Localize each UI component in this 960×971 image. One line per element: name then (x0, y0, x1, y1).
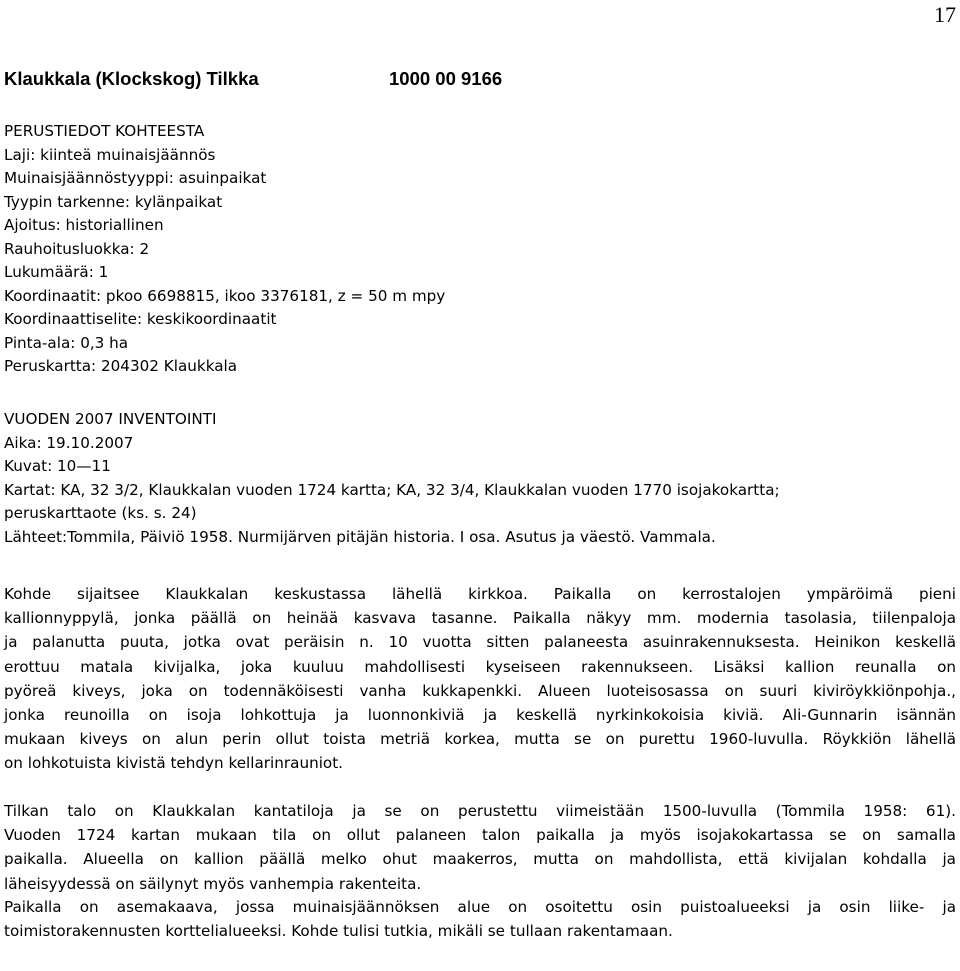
basic-info-line: Ajoitus: historiallinen (4, 216, 164, 234)
description-paragraph-1 (4, 582, 956, 776)
inventory-line: Kartat: KA, 32 3/2, Klaukkalan vuoden 1724 kartta; KA, 32 3/4, Klaukkalan vuoden 1770 isojakokartta; (4, 480, 780, 499)
paragraph-line: Tilkan talo on Klaukkalan kantatiloja ja se on perustettu viimeistään 1500-luvulla (Tommila 1958: 61). (4, 802, 956, 820)
paragraph-line: toimistorakennusten korttelialueeksi. Kohde tulisi tutkia, mikäli se tullaan rakentamaan. (4, 922, 673, 941)
paragraph-line: ja palanutta puuta, jotka ovat peräisin n. 10 vuotta sitten palaneesta asuinrakennuksesta. Heinikon keskellä (4, 633, 956, 652)
basic-info-line: Peruskartta: 204302 Klaukkala (4, 357, 238, 375)
paragraph-line: jonka reunoilla on isoja lohkottuja ja luonnonkiviä ja keskellä nyrkinkokoisia kiviä. Ali-Gunnarin isännän (4, 705, 956, 724)
basic-info-heading: PERUSTIEDOT KOHTEESTA (4, 122, 205, 140)
basic-info-line: Rauhoitusluokka: 2 (4, 239, 150, 258)
paragraph-line: läheisyydessä on säilynyt myös vanhempia rakenteita. (4, 874, 422, 893)
description-paragraph-3 (4, 895, 956, 943)
basic-info-line: Lukumäärä: 1 (4, 263, 109, 281)
paragraph-line: Paikalla on asemakaava, jossa muinaisjäännöksen alue on osoitettu osin puistoalueeksi ja osin liike- ja (4, 898, 956, 916)
page-number: 17 (934, 2, 956, 27)
basic-info-line: Pinta-ala: 0,3 ha (4, 333, 129, 352)
basic-info-line: Tyypin tarkenne: kylänpaikat (4, 192, 223, 211)
basic-info-line: Koordinaattiselite: keskikoordinaatit (4, 310, 277, 328)
paragraph-line: paikalla. Alueella on kallion päällä melko ohut maakerros, mutta on mahdollista, että kivijalan kohdalla ja (4, 850, 956, 869)
paragraph-line: mukaan kiveys on alun perin ollut toista metriä korkea, mutta se on purettu 1960-luvulla. Röykkiön lähellä (4, 730, 956, 749)
paragraph-line: erottuu matala kivijalka, joka kuuluu mahdollisesti kyseiseen rakennukseen. Lisäksi kallion reunalla on (4, 657, 956, 676)
inventory-section (4, 408, 780, 549)
inventory-line: peruskarttaote (ks. s. 24) (4, 504, 197, 522)
site-title (4, 68, 503, 90)
paragraph-line: kallionnyppylä, jonka päällä on heinää kasvava tasanne. Paikalla näkyy mm. modernia tasolasia, tiilenpaloja (4, 609, 956, 628)
paragraph-line: Vuoden 1724 kartan mukaan tila on ollut palaneen talon paikalla ja myös isojakokartassa se on samalla (4, 826, 956, 845)
site-code: 1000 00 9166 (389, 68, 503, 89)
basic-info-section (4, 120, 445, 379)
paragraph-line: pyöreä kiveys, joka on todennäköisesti vanha kukkapenkki. Alueen luoteisosassa on suuri kiviröykkiönpohja., (4, 681, 956, 700)
inventory-line: Aika: 19.10.2007 (4, 433, 134, 452)
inventory-heading: VUODEN 2007 INVENTOINTI (4, 410, 217, 428)
site-name: Klaukkala (Klockskog) Tilkka (4, 68, 259, 89)
inventory-line: Kuvat: 10—11 (4, 457, 111, 475)
inventory-line: Lähteet:Tommila, Päiviö 1958. Nurmijärven pitäjän historia. I osa. Asutus ja väestö. Vammala. (4, 527, 716, 546)
description-paragraph-2 (4, 799, 956, 896)
basic-info-line: Muinaisjäännöstyyppi: asuinpaikat (4, 169, 267, 187)
basic-info-line: Laji: kiinteä muinaisjäännös (4, 145, 216, 164)
paragraph-line: Kohde sijaitsee Klaukkalan keskustassa lähellä kirkkoa. Paikalla on kerrostalojen ympäröimä pieni (4, 585, 956, 603)
basic-info-line: Koordinaatit: pkoo 6698815, ikoo 3376181, z = 50 m mpy (4, 286, 446, 305)
paragraph-line: on lohkotuista kivistä tehdyn kellarinrauniot. (4, 754, 343, 773)
